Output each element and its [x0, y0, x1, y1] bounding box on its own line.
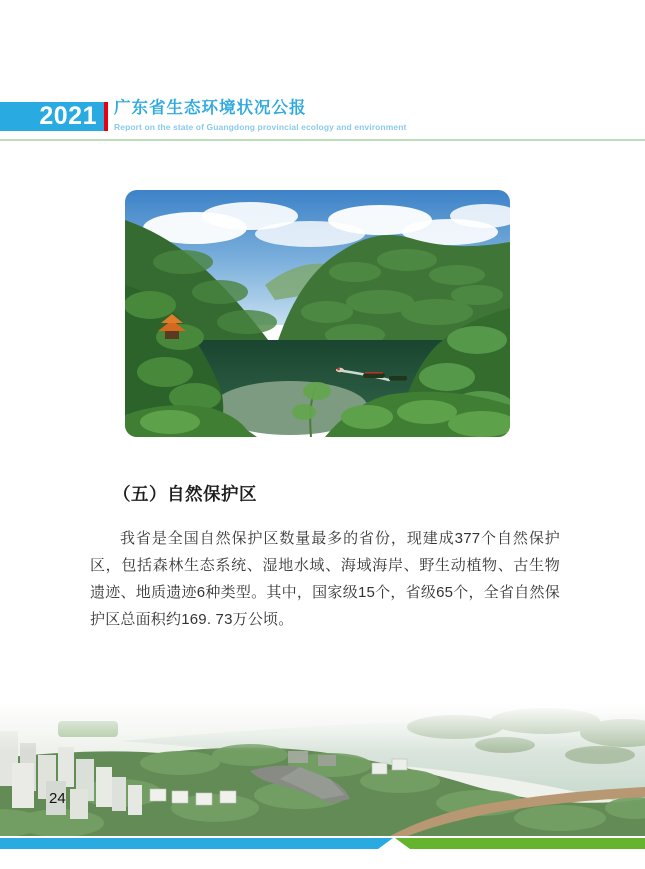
report-title-zh: 广东省生态环境状况公报: [114, 99, 307, 117]
year-badge: [0, 102, 104, 131]
year-label: 2021: [39, 102, 97, 130]
body-paragraph: 我省是全国自然保护区数量最多的省份，现建成377个自然保护区，包括森林生态系统、湿地水域、海域海岸、野生动植物、古生物遗迹、地质遗迹6种类型。其中，国家级15个，省级65个，全省自然保护区总面积约169. 73万公顷。: [90, 530, 560, 628]
footer-bar-blue: [0, 838, 393, 849]
section-heading: （五）自然保护区: [113, 484, 257, 504]
red-divider: [104, 102, 108, 131]
nature-reserve-lake-photo: [125, 190, 510, 437]
footer-bar-green: [395, 838, 645, 849]
footer-aerial-photo: [0, 703, 645, 836]
header-rule: [0, 139, 645, 141]
header-titles: [114, 99, 406, 132]
report-title-en: Report on the state of Guangdong provincial ecology and environment: [114, 121, 407, 132]
page-number: 24: [49, 790, 66, 807]
lake-landscape-graphic: [125, 190, 510, 437]
aerial-city-lake-graphic: [0, 703, 645, 836]
